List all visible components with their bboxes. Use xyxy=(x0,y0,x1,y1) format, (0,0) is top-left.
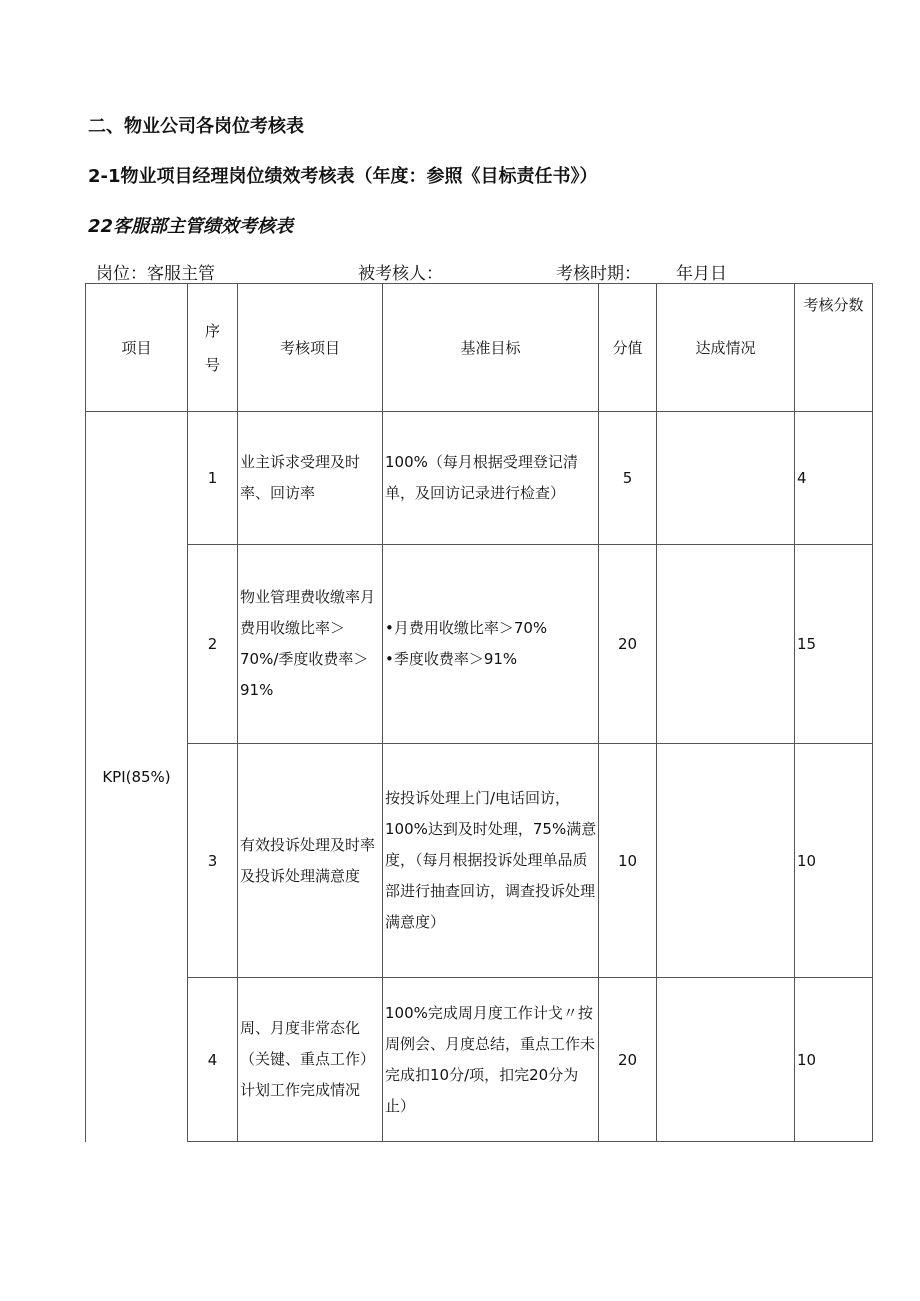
subsection-heading: 2-1物业项目经理岗位绩效考核表（年度：参照《目标责任书》） xyxy=(88,166,598,187)
header-assess-item: 考核项目 xyxy=(238,284,383,412)
row-seq: 2 xyxy=(188,545,238,744)
table-row xyxy=(86,412,873,545)
row-seq: 1 xyxy=(188,412,238,545)
row-score: 4 xyxy=(795,412,873,545)
row-achievement xyxy=(657,744,795,978)
period-label: 考核时期： xyxy=(556,264,641,284)
table-title: 22客服部主管绩效考核表 xyxy=(88,216,294,237)
row-item: 有效投诉处理及时率及投诉处理满意度 xyxy=(238,744,383,978)
row-score: 10 xyxy=(795,978,873,1142)
row-points: 10 xyxy=(599,744,657,978)
row-points: 20 xyxy=(599,978,657,1142)
section-heading: 二、物业公司各岗位考核表 xyxy=(88,116,304,137)
header-target: 基准目标 xyxy=(383,284,599,412)
position-label: 岗位：客服主管 xyxy=(96,264,215,284)
row-achievement xyxy=(657,978,795,1142)
row-item: 业主诉求受理及时率、回访率 xyxy=(238,412,383,545)
table-row xyxy=(86,978,873,1142)
table-header-row xyxy=(86,284,873,412)
row-points: 5 xyxy=(599,412,657,545)
row-seq: 3 xyxy=(188,744,238,978)
row-score: 10 xyxy=(795,744,873,978)
row-score: 15 xyxy=(795,545,873,744)
header-points: 分值 xyxy=(599,284,657,412)
row-seq: 4 xyxy=(188,978,238,1142)
date-label: 年月日 xyxy=(676,264,727,284)
table-row xyxy=(86,744,873,978)
row-item: 物业管理费收缴率月费用收缴比率＞70%/季度收费率＞91% xyxy=(238,545,383,744)
assessment-table xyxy=(85,283,873,1142)
row-achievement xyxy=(657,412,795,545)
row-target xyxy=(383,545,599,744)
header-seq: 序号 xyxy=(188,284,238,412)
row-target-line-1: •月费用收缴比率＞70% xyxy=(385,619,548,637)
row-target: 100%完成周月度工作计戈〃按周例会、月度总结，重点工作未完成扣10分/项，扣完20分为止） xyxy=(383,978,599,1142)
header-item: 项目 xyxy=(86,284,188,412)
category-cell: KPI(85%) xyxy=(86,412,188,1142)
table-row xyxy=(86,545,873,744)
header-achievement: 达成情况 xyxy=(657,284,795,412)
row-target: 100%（每月根据受理登记清单，及回访记录进行检查） xyxy=(383,412,599,545)
row-achievement xyxy=(657,545,795,744)
header-score: 考核分数 xyxy=(795,284,873,412)
row-item: 周、月度非常态化（关键、重点工作）计划工作完成情况 xyxy=(238,978,383,1142)
row-points: 20 xyxy=(599,545,657,744)
row-target-line-2: •季度收费率＞91% xyxy=(385,650,518,668)
assessee-label: 被考核人： xyxy=(358,264,443,284)
row-target: 按投诉处理上门/电话回访，100%达到及时处理，75%满意度，（每月根据投诉处理单品质部进行抽查回访，调查投诉处理满意度） xyxy=(383,744,599,978)
